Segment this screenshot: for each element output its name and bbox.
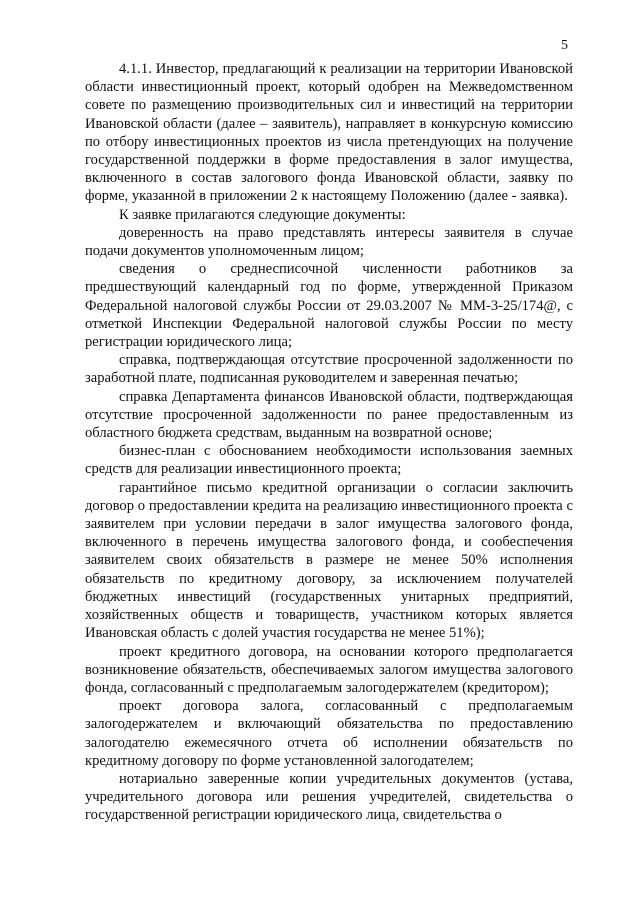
- paragraph-headcount-info: сведения о среднесписочной численности работников за предшествующий календарный год по форме, утвержденной Приказом Федеральной налоговой службы России от 29.03.2007 № ММ-3-25/174@, с отметкой Инспекции Федеральной налоговой службы России по месту регистрации юридического лица;: [85, 261, 573, 351]
- paragraph-loan-agreement-draft: проект кредитного договора, на основании которого предполагается возникновение обязательств, обеспечиваемых залогом имущества залогового фонда, согласованный с предполагаемым залогодержателем (кредитором);: [85, 643, 573, 696]
- paragraph-power-of-attorney: доверенность на право представлять интересы заявителя в случае подачи документов уполномоченным лицом;: [85, 224, 573, 260]
- page-number: 5: [561, 38, 568, 53]
- paragraph-bank-guarantee-letter: гарантийное письмо кредитной организации о согласии заключить договор о предоставлении кредита на реализацию инвестиционного проекта с заявителем при условии передачи в залог имущества залогового фонда, включенного в перечень имущества залогового фонда, и сообеспечения заявителем своих обязательств в размере не менее 50% исполнения обязательств по кредитному договору, за исключением получателей бюджетных инвестиций (государственных унитарных предприятий, хозяйственных обществ и товариществ, участником которых является Ивановская область с долей участия государства не менее 51%);: [85, 479, 573, 642]
- paragraph-attached-documents-intro: К заявке прилагаются следующие документы:: [119, 206, 406, 223]
- paragraph-investor-application: 4.1.1. Инвестор, предлагающий к реализации на территории Ивановской области инвестиционный проект, который одобрен на Межведомственном совете по размещению производительных сил и инвестиций на территории Ивановской области (далее – заявитель), направляет в конкурсную комиссию по отбору инвестиционных проектов из числа претендующих на получение государственной поддержки в форме предоставления в залог имущества, включенного в состав залогового фонда Ивановской области, заявку по форме, указанной в приложении 2 к настоящему Положению (далее - заявка).: [85, 61, 573, 205]
- paragraph-pledge-agreement-draft: проект договора залога, согласованный с предполагаемым залогодержателем и включающий обязательства по предоставлению залогодателю ежемесячного отчета об исполнении обязательств по кредитному договору по форме установленной залогодателем;: [85, 698, 573, 769]
- paragraph-business-plan: бизнес-план с обоснованием необходимости использования заемных средств для реализации инвестиционного проекта;: [85, 443, 573, 478]
- paragraph-notarized-copies: нотариально заверенные копии учредительных документов (устава, учредительного договора или решения учредителей, свидетельства о государственной регистрации юридического лица, свидетельства о: [85, 770, 573, 824]
- paragraph-salary-arrears-certificate: справка, подтверждающая отсутствие просроченной задолженности по заработной плате, подписанная руководителем и заверенная печатью;: [85, 352, 573, 387]
- document-body: [85, 60, 573, 825]
- paragraph-finance-department-certificate: справка Департамента финансов Ивановской области, подтверждающая отсутствие просроченной задолженности по ранее предоставленным из областного бюджета средствам, выданным на возвратной основе;: [85, 388, 573, 442]
